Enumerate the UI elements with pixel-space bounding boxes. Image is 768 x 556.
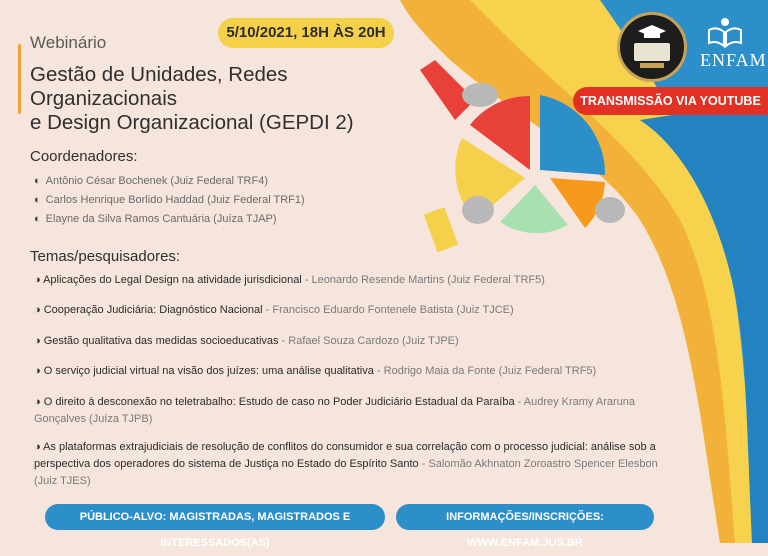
topic-item: ◑ As plataformas extrajudiciais de resolução de conflitos do consumidor e sua correlação com o processo judicial: análise sob a perspectiva dos operadores do sistema de Justiça no Estado do Espírito Santo - Salomão Akhnaton Zoroastro Spencer Elesbon (Juiz TJES) <box>34 441 658 487</box>
half-circle-bullet-icon: ◐ <box>34 175 41 187</box>
half-circle-bullet-icon: ◑ <box>34 396 44 408</box>
yellow-bar-shape <box>424 207 458 252</box>
pie-slice-green <box>500 185 568 233</box>
hand-bottom-left <box>462 196 494 224</box>
topic-item: ◑ Cooperação Judiciária: Diagnóstico Nacional - Francisco Eduardo Fontenele Batista (Juiz TJCE) <box>34 304 514 316</box>
enfam-book-icon <box>705 16 745 48</box>
topic-item: ◑ O direito à desconexão no teletrabalho: Estudo de caso no Poder Judiciário Estadual da Paraíba - Audrey Kramy Araruna Gonçalves (Juíza TJPB) <box>34 396 636 425</box>
webinar-label: Webinário <box>30 33 107 52</box>
date-pill: 5/10/2021, 18H ÀS 20H <box>218 18 394 48</box>
half-circle-bullet-icon: ◑ <box>34 365 44 377</box>
coordinator-item: ◐ Elayne da Silva Ramos Cantuária (Juíza TJAP) <box>34 213 277 225</box>
title-line-1: Gestão de Unidades, Redes Organizacionais <box>30 63 288 110</box>
seal-badge <box>617 12 687 82</box>
youtube-transmission-banner: TRANSMISSÃO VIA YOUTUBE <box>573 87 768 115</box>
topic-item: ◑ O serviço judicial virtual na visão dos juízes: uma análise qualitativa - Rodrigo Maia da Fonte (Juiz Federal TRF5) <box>34 365 597 377</box>
half-circle-bullet-icon: ◑ <box>34 441 44 453</box>
topics-heading: Temas/pesquisadores: <box>30 248 181 265</box>
hand-bottom-right <box>595 197 625 223</box>
title-accent-bar <box>18 44 21 114</box>
coordinator-item: ◐ Carlos Henrique Borlido Haddad (Juiz Federal TRF1) <box>34 194 305 206</box>
half-circle-bullet-icon: ◐ <box>34 213 41 225</box>
topic-item: ◑ Aplicações do Legal Design na atividade jurisdicional - Leonardo Resende Martins (Juiz Federal TRF5) <box>34 274 545 286</box>
audience-pill: PÚBLICO-ALVO: MAGISTRADAS, MAGISTRADOS E INTERESSADOS(AS) <box>45 504 385 530</box>
coordinator-item: ◐ Antônio César Bochenek (Juiz Federal TRF4) <box>34 175 268 187</box>
info-link-pill[interactable]: INFORMAÇÕES/INSCRIÇÕES: WWW.ENFAM.JUS.BR <box>396 504 654 530</box>
half-circle-bullet-icon: ◑ <box>34 274 44 286</box>
graduation-cap-icon <box>620 15 684 79</box>
coordinators-heading: Coordenadores: <box>30 148 138 165</box>
title-line-2: e Design Organizacional (GEPDI 2) <box>30 111 354 134</box>
half-circle-bullet-icon: ◑ <box>34 335 44 347</box>
enfam-logo-text: ENFAM <box>700 50 767 70</box>
hand-top <box>462 83 498 107</box>
half-circle-bullet-icon: ◑ <box>34 304 44 316</box>
page-title <box>30 63 430 135</box>
topic-item: ◑ Gestão qualitativa das medidas socioeducativas - Rafael Souza Cardozo (Juiz TJPE) <box>34 335 459 347</box>
half-circle-bullet-icon: ◐ <box>34 194 41 206</box>
